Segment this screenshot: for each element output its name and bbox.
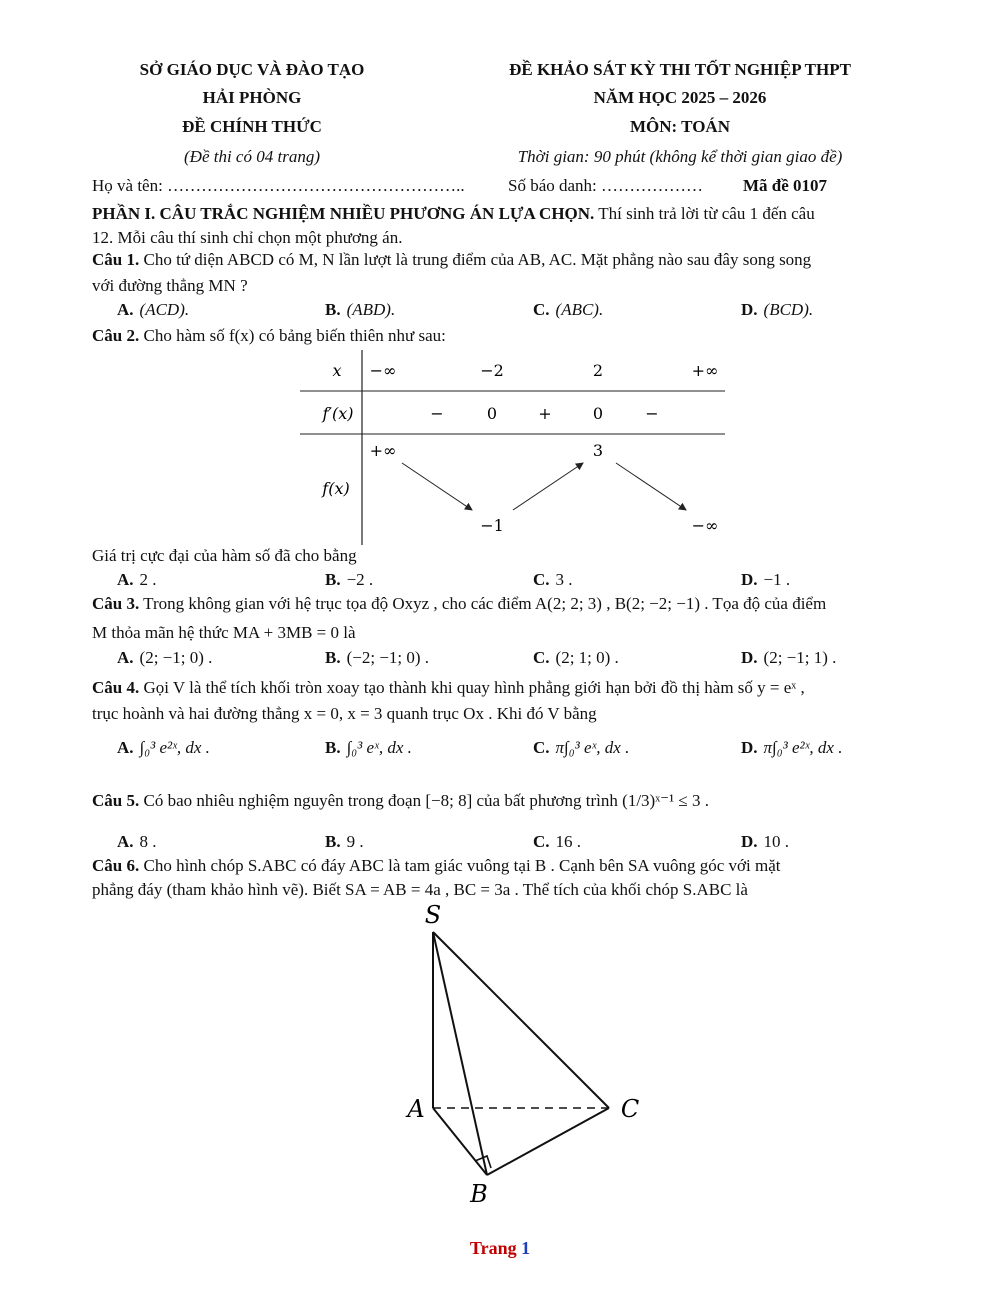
q2-option-d[interactable] [741,570,790,590]
option-text: π∫₀³ eˣ, dx . [555,738,630,757]
q2-option-b[interactable] [325,570,373,590]
q1-option-d[interactable] [741,300,813,320]
section-text-1: Thí sinh trả lời từ câu 1 đến câu [594,204,815,223]
option-label: A. [117,738,134,757]
variation-table [300,350,740,545]
f-value-end: −∞ [691,516,719,535]
question-3-label: Câu 3. [92,594,140,613]
question-2 [92,326,446,346]
option-text: (2; −1; 1) . [763,648,837,667]
question-5-text: Có bao nhiêu nghiệm nguyên trong đoạn [−8; 8] của bất phương trình (1/3)ˣ⁻¹ ≤ 3 . [139,791,710,810]
option-text: (ABD). [346,300,396,319]
option-label: A. [117,832,134,851]
option-label: C. [533,832,550,851]
arrow-up [513,463,583,510]
q3-option-a[interactable] [117,648,212,668]
option-label: B. [325,300,341,319]
x-label: x [332,361,342,380]
option-text: 2 . [139,570,157,589]
question-3 [92,594,826,614]
question-5 [92,791,709,811]
student-name-line: Họ và tên: …………………………………………….. [92,176,465,195]
question-2-label: Câu 2. [92,326,140,345]
q2-option-a[interactable] [117,570,157,590]
question-5-label: Câu 5. [92,791,140,810]
page-count: (Đề thi có 04 trang) [184,147,320,166]
vertex-label-a: A [407,1095,425,1123]
option-label: C. [533,570,550,589]
option-text: 8 . [139,832,157,851]
q1-option-a[interactable] [117,300,189,320]
vertex-label-s: S [424,901,442,929]
q3-option-c[interactable] [533,648,619,668]
fprime-zero: 0 [592,404,604,423]
q5-option-d[interactable] [741,832,789,852]
footer-word: Trang [469,1238,517,1258]
option-text: −2 . [346,570,374,589]
school-year: NĂM HỌC 2025 – 2026 [593,88,767,107]
question-4 [92,678,805,698]
question-1 [92,250,811,270]
question-6-text: Cho hình chóp S.ABC có đáy ABC là tam giác vuông tại B . Cạnh bên SA vuông góc với mặt [139,856,781,875]
option-label: D. [741,648,758,667]
f-value-max: 3 [592,441,604,460]
option-text: 9 . [346,832,364,851]
q1-option-c[interactable] [533,300,603,320]
option-label: D. [741,738,758,757]
option-label: D. [741,832,758,851]
option-text: (ABC). [555,300,604,319]
vertex-label-b: B [470,1180,488,1208]
section-text-2: 12. Mỗi câu thí sinh chỉ chọn một phương án. [92,228,403,247]
fprime-label: f′(x) [322,404,354,423]
option-label: A. [117,648,134,667]
subject: MÔN: TOÁN [630,117,730,136]
question-3-text: Trong không gian với hệ trục tọa độ Oxyz , cho các điểm A(2; 2; 3) , B(2; −2; −1) . Tọa độ của điểm [139,594,827,613]
q2-option-c[interactable] [533,570,573,590]
arrow-down [402,463,472,510]
option-label: B. [325,832,341,851]
option-label: B. [325,738,341,757]
option-label: D. [741,300,758,319]
question-1-text: Cho tứ diện ABCD có M, N lần lượt là trung điểm của AB, AC. Mặt phẳng nào sau đây song song [139,250,812,269]
question-2-after: Giá trị cực đại của hàm số đã cho bằng [92,546,357,565]
option-text: (BCD). [763,300,814,319]
time-limit: Thời gian: 90 phút (không kể thời gian giao đề) [517,147,843,166]
option-label: C. [533,300,550,319]
pyramid-figure [390,895,680,1215]
option-text: π∫₀³ e²ˣ, dx . [763,738,843,757]
question-1-label: Câu 1. [92,250,140,269]
option-text: (ACD). [139,300,190,319]
f-value-start: +∞ [369,441,397,460]
option-label: D. [741,570,758,589]
q5-option-b[interactable] [325,832,364,852]
q4-option-a[interactable] [117,738,210,758]
official-label: ĐỀ CHÍNH THỨC [182,117,322,136]
x-value: 2 [592,361,604,380]
page-footer [0,1238,1000,1259]
q3-option-d[interactable] [741,648,836,668]
x-value: +∞ [691,361,719,380]
option-text: (−2; −1; 0) . [346,648,430,667]
arrow-down [616,463,686,510]
question-4-text: Gọi V là thể tích khối tròn xoay tạo thành khi quay hình phẳng giới hạn bởi đồ thị hàm số y = eˣ , [139,678,805,697]
q4-option-b[interactable] [325,738,412,758]
q5-option-a[interactable] [117,832,157,852]
option-label: C. [533,738,550,757]
option-label: B. [325,570,341,589]
question-4-text-2: trục hoành và hai đường thẳng x = 0, x = 3 quanh trục Ox . Khi đó V bằng [92,704,597,723]
x-value: −∞ [369,361,397,380]
f-value-min: −1 [480,516,504,535]
student-id-line: Số báo danh: ……………… [508,176,704,195]
option-label: B. [325,648,341,667]
fprime-sign: + [538,404,552,423]
exam-code: Mã đề 0107 [743,176,828,195]
q5-option-c[interactable] [533,832,581,852]
q4-option-c[interactable] [533,738,629,758]
city-name: HẢI PHÒNG [202,88,302,107]
option-label: C. [533,648,550,667]
option-text: ∫₀³ e²ˣ, dx . [139,738,210,757]
option-label: A. [117,570,134,589]
fprime-sign: − [430,404,444,423]
question-4-label: Câu 4. [92,678,140,697]
option-text: −1 . [763,570,791,589]
option-text: 16 . [555,832,582,851]
option-label: A. [117,300,134,319]
question-3-text-2: M thỏa mãn hệ thức MA + 3MB = 0 là [92,623,356,642]
exam-title: ĐỀ KHẢO SÁT KỲ THI TỐT NGHIỆP THPT [509,60,851,79]
question-6 [92,856,781,876]
fprime-zero: 0 [486,404,498,423]
footer-page-number: 1 [521,1238,531,1258]
fprime-sign: − [645,404,659,423]
section-heading [92,204,815,224]
dept-name: SỞ GIÁO DỤC VÀ ĐÀO TẠO [139,60,365,79]
q3-option-b[interactable] [325,648,429,668]
option-text: 10 . [763,832,790,851]
x-value: −2 [480,361,504,380]
option-text: ∫₀³ eˣ, dx . [346,738,412,757]
question-6-text-2: phẳng đáy (tham khảo hình vẽ). Biết SA = AB = 4a , BC = 3a . Thể tích của khối chóp S.ABC là [92,880,748,899]
question-6-label: Câu 6. [92,856,140,875]
question-1-text-2: với đường thẳng MN ? [92,276,248,295]
question-2-text: Cho hàm số f(x) có bảng biến thiên như sau: [139,326,446,345]
option-text: 3 . [555,570,573,589]
option-text: (2; 1; 0) . [555,648,619,667]
f-label: f(x) [322,479,350,498]
option-text: (2; −1; 0) . [139,648,213,667]
section-title: PHẦN I. CÂU TRẮC NGHIỆM NHIỀU PHƯƠNG ÁN LỰA CHỌN. [92,204,595,223]
q4-option-d[interactable] [741,738,842,758]
q1-option-b[interactable] [325,300,395,320]
vertex-label-c: C [620,1095,640,1123]
